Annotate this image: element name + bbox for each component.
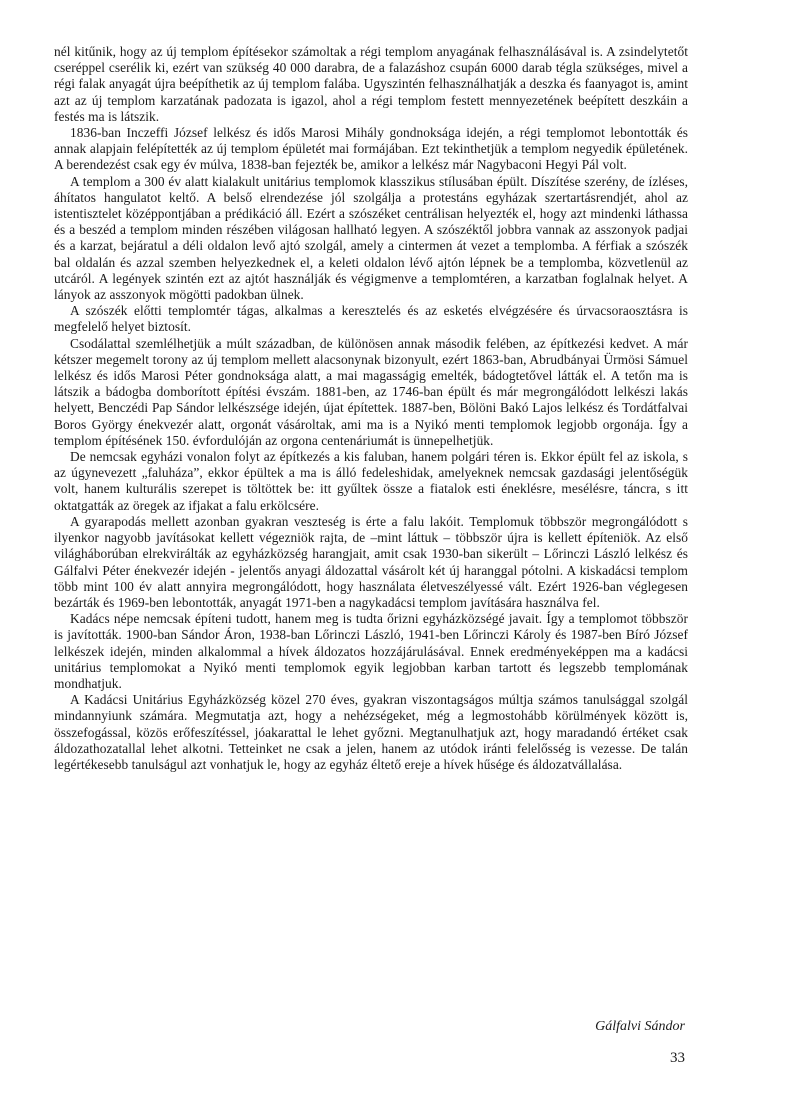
paragraph-pulpit-space: A szószék előtti templomtér tágas, alkalmas a keresztelés és az esketés elvégzésére és úrvacsoraosztásra is megfelelő helyet biztosít. [54,303,688,335]
paragraph-losses: A gyarapodás mellett azonban gyakran veszteség is érte a falu lakóit. Templomuk többször megrongálódott s ilyenkor nagyobb javításokat kellett végezniök rajta, de –mint láttuk – többször újra is kellett építeniök. Az első világháborúban elrekvirálták az egyházközség harangjait, amit csak 1930-ban sikerült – Lőrinczi László lelkész és Gálfalvi Péter énekvezér idején - jelentős anyagi áldozattal vásárolt két új haranggal pótolni. A kiskadácsi templom több mint 100 év alatt annyira megrongálódott, hogy használata életveszélyessé vált. Ezért 1926-ban véglegesen bezárták és 1969-ben lebontották, anyagát 1971-ben a nagykadácsi templom javítására használva fel. [54,513,688,610]
paragraph-continuation: nél kitűnik, hogy az új templom építésekor számoltak a régi templom anyagának felhasználásával is. A zsindelytetőt cseréppel cserélik ki, ezért van szükség 40 000 darabra, de a falazáshoz csupán 6000 darab tégla szükséges, mivel a régi falak anyagát újra beépíthetik az új templom falába. Ugyszintén felhasználhatják a deszka és faanyagot is, amint azt az új templom karzatának padozata is igazol, ahol a régi templom festett mennyezetének beépített deszkáin a festés ma is látszik. [54,44,688,124]
paragraph-repairs: Kadács népe nemcsak építeni tudott, hanem meg is tudta őrizni egyházközségé javait. Így a templomot többször is javították. 1900-ban Sándor Áron, 1938-ban Lőrinczi László, 1941-ben Lőrinczi Károly és 1987-ben Bíró József lelkészek idején, minden alkalommal a hívek áldozatos hozzájárulásával. Ennek eredményeképpen ma a kadácsi unitárius templomokat a Nyikó menti templomok egyik legjobban karban tartott és legszebb templomának mondhatjuk. [54,611,688,691]
page-number: 33 [670,1050,685,1066]
paragraph-conclusion: A Kadácsi Unitárius Egyházközség közel 270 éves, gyakran viszontagságos múltja számos tanulsággal szolgál mindannyiunk számára. Megmutatja azt, hogy a nehézségeket, még a legmostohább körülmények között is, összefogással, közös erőfeszítéssel, jóakarattal le lehet győzni. Megtanulhatjuk azt, hogy maradandó értéket csak áldozathozatallal lehet alkotni. Tetteinket ne csak a jelen, hanem az utódok iránti felelősség is vezesse. De talán legértékesebb tanulságul azt vonhatjuk le, hogy az egyház éltető ereje a hívek hűsége és áldozatvállalása. [54,692,688,772]
paragraph-rebuild-1836: 1836-ban Inczeffi József lelkész és idős Marosi Mihály gondnoksága idején, a régi templomot lebontották és annak alapjain felépítették az új templom épületét mai formájában. Ezt tekinthetjük a templom negyedik épületének. A berendezést csak egy év múlva, 1838-ban fejezték be, amikor a lelkész már Nagybaconi Hegyi Pál volt. [54,125,688,173]
paragraph-civil-building: De nemcsak egyházi vonalon folyt az építkezés a kis faluban, hanem polgári téren is. Ekkor épült fel az iskola, s az úgynevezett „faluháza”, ekkor épültek a ma is álló fedeleshidak, amelyeknek nemcsak gazdasági jelentőségük volt, hanem kulturális szerepet is töltöttek be: itt gyűltek össze a fiatalok esti éneklésre, mesélésre, táncra, s itt oktatgatták az öregek az ifjakat a falu erkölcsére. [54,449,688,513]
paragraph-church-style: A templom a 300 év alatt kialakult unitárius templomok klasszikus stílusában épült. Díszítése szerény, de ízléses, áhítatos hangulatot keltő. A belső elrendezése jól szolgálja a protestáns egyházak szertartásrendjét, ahol az istentisztelet középpontjában a prédikáció áll. Ezért a szószéket centrálisan helyezték el, hogy azt mindenki láthassa és a beszéd a templom minden részében világosan hallható legyen. A szószéktől jobbra vannak az asszonyok padjai és a karzat, bejáratul a déli oldalon levő ajtó szolgál, amely a cintermen át vezet a templomba. A férfiak a szószék bal oldalán és azzal szemben helyezkednek el, a keleti oldalon lévő ajtón lépnek be a templomba, közvetlenül az utcáról. A legények szintén ezt az ajtót használják és végigmenve a templomtéren, a karzatban foglalnak helyet. A lányok az asszonyok mögötti padokban ülnek. [54,173,688,303]
article-body [54,44,688,773]
paragraph-construction-history: Csodálattal szemlélhetjük a múlt században, de különösen annak második felében, az építkezési kedvet. A már kétszer megemelt torony az új templom mellett alacsonynak bizonyult, ezért 1863-ban, Abrudbányai Ürmösi Sámuel lelkész és idős Marosi Péter gondnoksága alatt, a mai magasságig emelték, bádogtetővel látták el. A tetőn ma is látszik a bádogba domborított építési évszám. 1881-ben, az 1746-ban épült és már megrongálódott lelkészi lakás helyett, Benczédi Pap Sándor lelkészsége idején, újat építettek. 1887-ben, Bölöni Bakó Lajos lelkész és Tordátfalvai Boros György énekvezér alatt, orgonát vásároltak, ami ma is a Nyikó menti templomok legjobb orgonája. Így a templom építésének 150. évfordulóján az orgona centenáriumát is ünnepelhetjük. [54,335,688,448]
author-signature: Gálfalvi Sándor [595,1019,685,1034]
